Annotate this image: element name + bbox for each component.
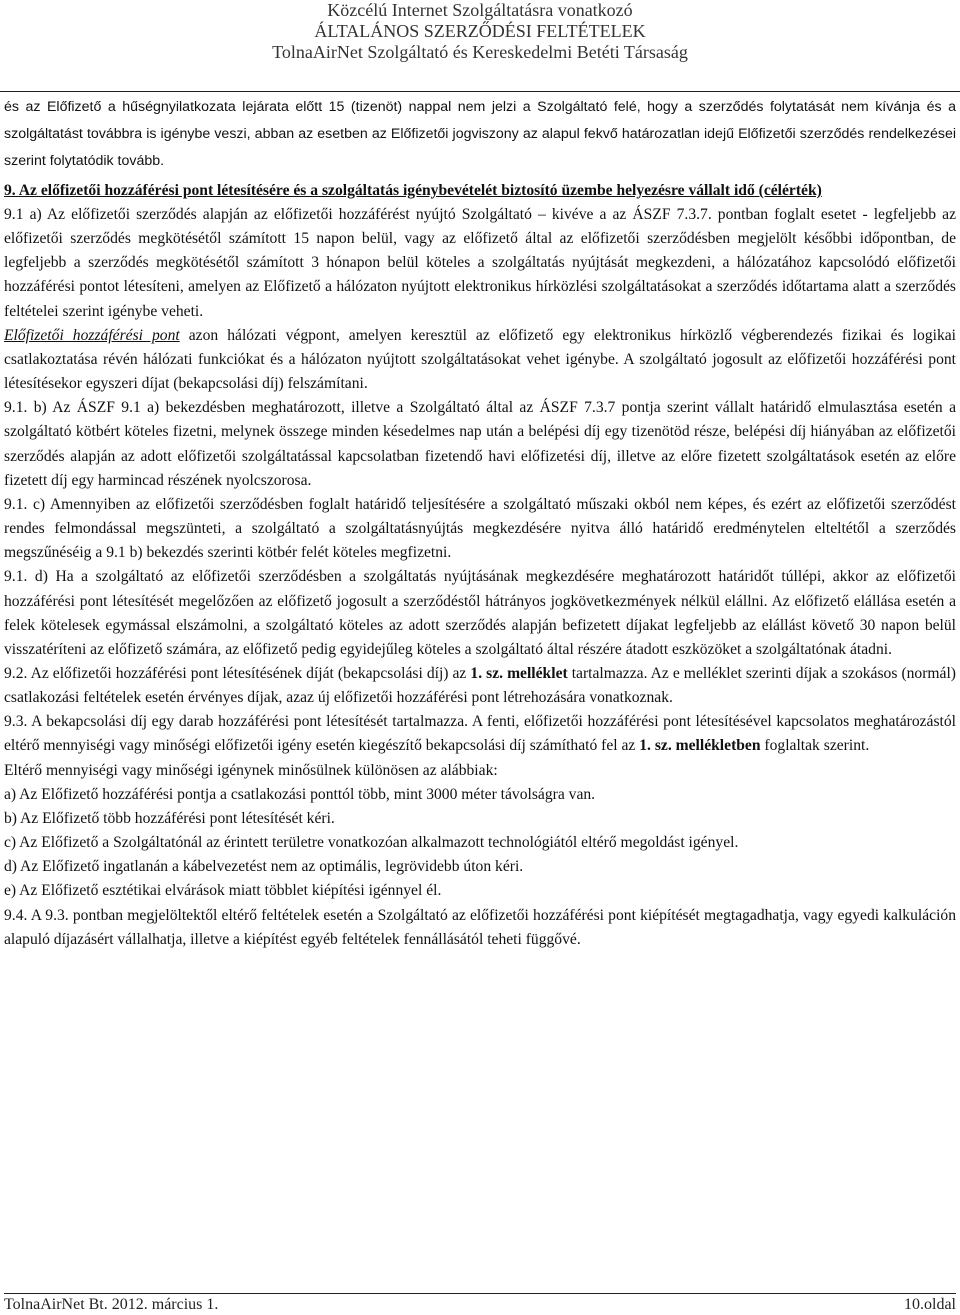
definition-text: azon hálózati végpont, amelyen keresztül az előfizető egy elektronikus hírközlő végberendezés fizikai és logikai csatlakoztatása révén hálózati funkciókat és a hálózaton nyújtott szolgáltatásokat vehet igénybe. A szolgáltató jogosult az előfizetői hozzáférési pont létesítésekor egyszeri díjat (bekapcsolási díj) felszámítani. — [4, 326, 957, 393]
list-item: c) Az Előfizető a Szolgáltatónál az érintett területre vonatkozóan alkalmazott technológiától eltérő megoldást igényel. — [4, 834, 739, 852]
paragraph-9-4: 9.4. A 9.3. pontban megjelöltektől eltérő feltételek esetén a Szolgáltató az előfizetői hozzáférési pont kiépítését megtagadhatja, vagy egyedi kalkuláción alapuló díjazásért vállalhatja, illetve a kiépítést egyéb feltételek fennállásától teheti függővé. — [4, 906, 956, 948]
list-item: a) Az Előfizető hozzáférési pontja a csatlakozási ponttól több, mint 3000 méter távolságra van. — [4, 785, 596, 803]
definition-term: Előfizetői hozzáférési pont — [4, 326, 180, 344]
list-item: e) Az Előfizető esztétikai elvárások miatt többlet kiépítési igénnyel él. — [4, 882, 442, 900]
header-line-2: ÁLTALÁNOS SZERZŐDÉSI FELTÉTELEK — [314, 21, 646, 41]
paragraph-9-1-c: 9.1. c) Amennyiben az előfizetői szerződésben foglalt határidő teljesítésére a szolgáltató műszaki okból nem képes, és ezért az előfizetői szerződést rendes felmondással megszünteti, a szolgáltató a szolgáltatásnyújtás megkezdésére nyitva álló határidő eredménytelen elteltétől a szerződés megszűnéséig a 9.1 b) bekezdés szerinti kötbér felét köteles megfizetni. — [4, 495, 956, 562]
p92-text-a: 9.2. Az előfizetői hozzáférési pont létesítésének díját (bekapcsolási díj) az — [4, 664, 471, 682]
definition-paragraph — [4, 324, 956, 396]
p93-annex-number: 1. sz. — [639, 737, 672, 755]
header-rule — [0, 91, 960, 92]
footer-left: TolnaAirNet Bt. 2012. március 1. — [4, 1296, 219, 1313]
document-body — [4, 94, 956, 952]
paragraph-9-1-a: 9.1 a) Az előfizetői szerződés alapján az előfizetői hozzáférést nyújtó Szolgáltató – kivéve a az ÁSZF 7.3.7. pontban foglalt esetet - legfeljebb az előfizetői szerződés megkötésétől számított 15 napon belül, vagy az előfizető által az előfizetői szerződésben megjelölt későbbi időpontban, de legfeljebb a szerződés megkötésétől számított 3 hónapon belül köteles a szolgáltatás nyújtását megkezdeni, a hálózatához kapcsolódó előfizetői hozzáférési pontot létesíteni, amelyen az Előfizető a hálózaton nyújtott elektronikus hírközlési szolgáltatásokat a szerződés időtartama alatt a szerződés feltételei szerint igénybe veheti. — [4, 206, 956, 320]
header-line-1: Közcélú Internet Szolgáltatásra vonatkozó — [327, 0, 633, 20]
p93-text-c: foglaltak szerint. — [760, 737, 870, 755]
section-heading: 9. Az előfizetői hozzáférési pont létesítésére és a szolgáltatás igénybevételét biztosító üzembe helyezésre vállalt idő (célérték) — [4, 182, 822, 199]
intro-paragraph: és az Előfizető a hűségnyilatkozata lejárata előtt 15 (tizenöt) nappal nem jelzi a Szolgáltató felé, hogy a szerződés folytatását nem kívánja és a szolgáltatást továbbra is igénybe veszi, abban az esetben az Előfizetői jogviszony az alapul fekvő határozatlan idejű Előfizetői szerződés rendelkezései szerint folytatódik tovább. — [4, 99, 956, 169]
p93-text-a: 9.3. A bekapcsolási díj egy darab hozzáférési pont létesítését tartalmazza. A fenti, előfizetői hozzáférési pont létesítésével kapcsolatos meghatározástól eltérő mennyiségi vagy minőségi előfizetői igény esetén kiegészítő bekapcsolási díj számítható fel az — [4, 713, 956, 755]
list-item: b) Az Előfizető több hozzáférési pont létesítését kéri. — [4, 809, 335, 827]
header-line-3: TolnaAirNet Szolgáltató és Kereskedelmi Betéti Társaság — [272, 42, 688, 62]
page-number: 10.oldal — [904, 1296, 956, 1313]
p92-annex-number: 1. sz. — [470, 664, 504, 682]
paragraph-9-3 — [4, 710, 956, 758]
paragraph-elteres: Eltérő mennyiségi vagy minőségi igénynek minősülnek különösen az alábbiak: — [4, 761, 498, 779]
paragraph-9-1-b: 9.1. b) Az ÁSZF 9.1 a) bekezdésben meghatározott, illetve a Szolgáltató által az ÁSZF 7.3.7 pontja szerint vállalt határidő elmulasztása esetén a szolgáltató kötbért köteles fizetni, melynek összege minden késedelmes nap után a belépési díj egy tizenötöd része, belépési díj hiányában az előfizetői szerződés alapján az adott előfizetői szolgáltatással kapcsolatban fizetendő havi előfizetési díj, illetve az előre fizetett szolgáltatások esetén az előre fizetett díj egy harmincad részének nyolcszorosa. — [4, 399, 956, 489]
list-item: d) Az Előfizető ingatlanán a kábelvezetést nem az optimális, legrövidebb úton kéri. — [4, 858, 524, 876]
document-footer — [4, 1293, 956, 1314]
p92-text-c: tartalmazza. Az e melléklet szerinti díjak a szokásos (normál) csatlakozási feltételek esetén érvényes díjak, azaz új előfizetői hozzáférési pont létrehozására vonatkoznak. — [4, 664, 956, 707]
paragraph-9-2 — [4, 662, 956, 710]
p93-annex-word: mellékletben — [675, 737, 761, 755]
document-header — [0, 0, 960, 63]
p92-annex-word: melléklet — [507, 664, 568, 682]
paragraph-9-1-d: 9.1. d) Ha a szolgáltató az előfizetői szerződésben a szolgáltatás nyújtásának megkezdésére meghatározott határidőt túllépi, akkor az előfizetői hozzáférési pont létesítését megelőzően az előfizető jogosult a szerződéstől hátrányos jogkövetkezmények nélkül elállni. Az előfizető elállása esetén a felek kötelesek egymással elszámolni, a szolgáltató köteles az adott szerződés alapján befizetett díjakat legfeljebb az elállást követő 30 napon belül visszatéríteni az előfizető számára, az előfizető pedig egyidejűleg köteles a szolgáltató által részére átadott eszközöket a szolgáltatónak átadni. — [4, 568, 956, 658]
